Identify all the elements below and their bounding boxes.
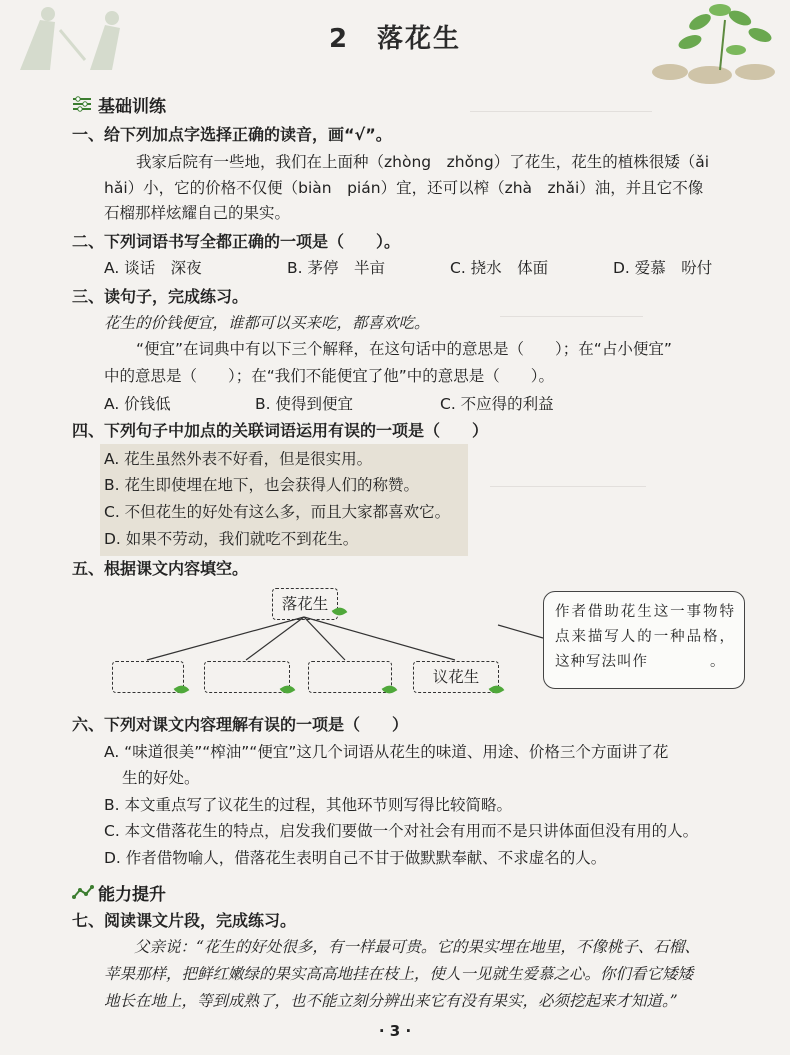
- q2-option-c: C. 挠水 体面: [450, 259, 549, 277]
- q6-option-a-line-1: A. “味道很美”“榨油”“便宜”这几个词语从花生的味道、用途、价格三个方面讲了花: [104, 743, 669, 761]
- bleed-through-text: ＿＿＿＿＿＿＿＿＿＿＿: [500, 304, 644, 319]
- q1-line-1: 我家后院有一些地，我们在上面种（zhòng zhǒng）了花生，花生的植株很矮（ǎi: [136, 153, 710, 171]
- q4-option-d: D. 如果不劳动，我们就吃不到花生。: [104, 530, 359, 548]
- q4-title: 四、下列句子中加点的关联词语运用有误的一项是（ ）: [72, 421, 489, 440]
- q4-option-a: A. 花生虽然外表不好看，但是很实用。: [104, 450, 373, 468]
- q2-option-a: A. 谈话 深夜: [104, 259, 202, 277]
- section-basic-label: 基础训练: [98, 97, 166, 117]
- lesson-title: 落花生: [377, 24, 462, 54]
- q2-title: 二、下列词语书写全都正确的一项是（ ）。: [72, 232, 401, 251]
- q3-sentence: 花生的价钱便宜，谁都可以买来吃，都喜欢吃。: [104, 314, 430, 332]
- q2-option-d: D. 爱慕 吩付: [613, 259, 713, 277]
- connected-nodes-icon: [72, 884, 94, 905]
- q1-line-3: 石榴那样炫耀自己的果实。: [104, 204, 291, 222]
- q5-title: 五、根据课文内容填空。: [72, 559, 249, 578]
- q6-option-d: D. 作者借物喻人，借落花生表明自己不甘于做默默奉献、不求虚名的人。: [104, 849, 607, 867]
- q4-option-c: C. 不但花生的好处有这么多，而且大家都喜欢它。: [104, 503, 451, 521]
- bleed-through-text: ＿＿＿＿＿＿＿＿＿＿＿＿: [490, 474, 647, 489]
- q3-line-2: 中的意思是（ ）；在“我们不能便宜了他”中的意思是（ ）。: [104, 367, 555, 385]
- lesson-number: 2: [328, 24, 350, 54]
- q5-callout-text: 作者借助花生这一事物特点来描写人的一种品格，这种写法叫作 。: [555, 604, 735, 670]
- q3-option-b: B. 使得到便宜: [255, 395, 353, 413]
- q3-option-a: A. 价钱低: [104, 395, 171, 413]
- q3-option-c: C. 不应得的利益: [440, 395, 554, 413]
- q5-node-discuss: 议花生: [413, 661, 499, 693]
- q4-option-b: B. 花生即使埋在地下，也会获得人们的称赞。: [104, 476, 419, 494]
- q5-blank-node-2[interactable]: [204, 661, 290, 693]
- q7-passage-line-2: 苹果那样，把鲜红嫩绿的果实高高地挂在枝上，使人一见就生爱慕之心。你们看它矮矮: [104, 965, 694, 983]
- q5-blank-node-3[interactable]: [308, 661, 392, 693]
- q7-title: 七、阅读课文片段，完成练习。: [72, 911, 297, 930]
- q7-passage-line-3: 地长在地上，等到成熟了，也不能立刻分辨出来它有没有果实，必须挖起来才知道。”: [104, 992, 678, 1010]
- q3-title: 三、读句子，完成练习。: [72, 287, 249, 306]
- q5-root-node: 落花生: [272, 588, 338, 620]
- q6-option-c: C. 本文借落花生的特点，启发我们要做一个对社会有用而不是只讲体面但没有用的人。: [104, 822, 699, 840]
- q2-option-b: B. 茅停 半亩: [287, 259, 385, 277]
- section-advanced-label: 能力提升: [98, 885, 166, 905]
- page-number: · 3 ·: [378, 1022, 412, 1040]
- q7-passage-line-1: 父亲说：“花生的好处很多，有一样最可贵。它的果实埋在地里，不像桃子、石榴、: [134, 938, 700, 956]
- q3-line-1: “便宜”在词典中有以下三个解释，在这句话中的意思是（ ）；在“占小便宜”: [136, 340, 672, 358]
- q1-title: 一、给下列加点字选择正确的读音，画“√”。: [72, 125, 392, 144]
- q6-option-a-line-2: 生的好处。: [122, 769, 200, 787]
- q6-option-b: B. 本文重点写了议花生的过程，其他环节则写得比较简略。: [104, 796, 512, 814]
- bleed-through-text: ＿＿＿＿＿＿＿＿＿＿＿＿＿＿: [470, 99, 653, 114]
- q6-title: 六、下列对课文内容理解有误的一项是（ ）: [72, 715, 409, 734]
- section-advanced-heading: [72, 880, 166, 905]
- q1-line-2: hǎi）小，它的价格不仅便（biàn pián）宜，还可以榨（zhà zhǎi）油，并且它不像: [104, 179, 704, 197]
